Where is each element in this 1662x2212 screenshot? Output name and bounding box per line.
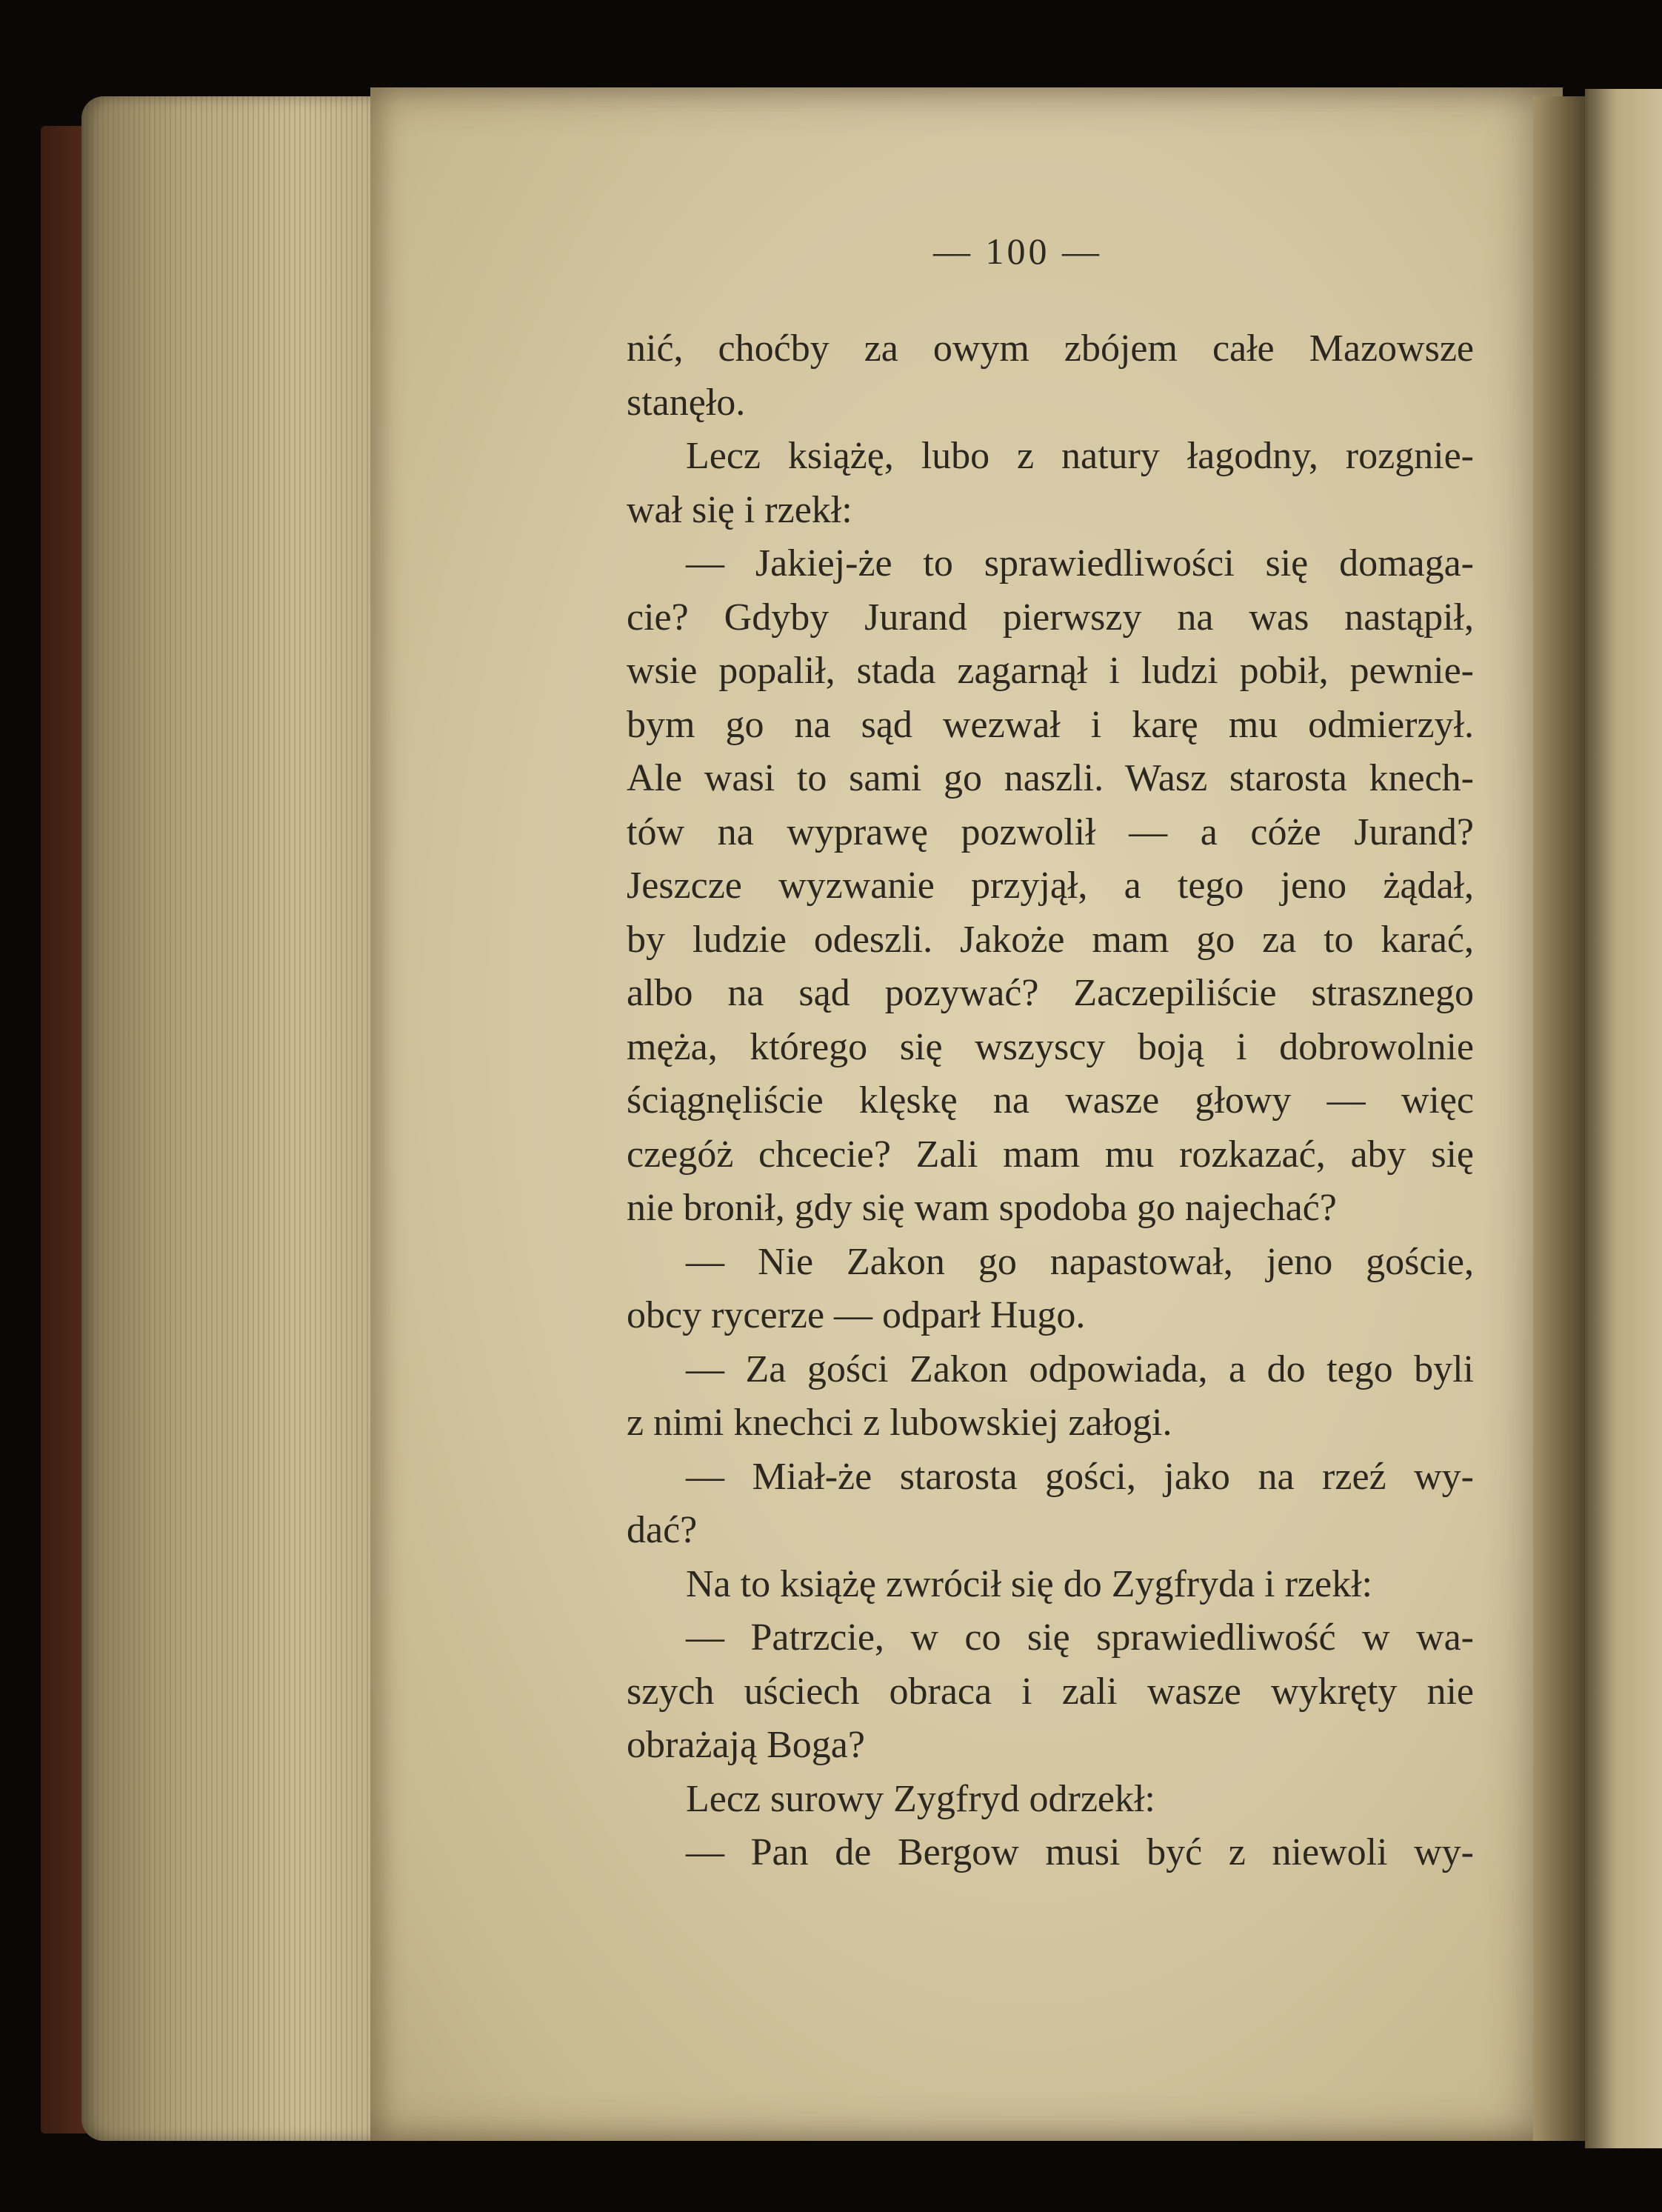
text-line: Na to książę zwrócił się do Zygfryda i rzekł: xyxy=(686,1562,1372,1605)
text-line: szych uściech obraca i zali wasze wykręty nie xyxy=(627,1670,1474,1713)
body-text xyxy=(627,322,1474,1880)
page-edges xyxy=(81,96,393,2141)
text-line: bym go na sąd wezwał i karę mu odmierzył. xyxy=(627,703,1474,746)
text-line: — Pan de Bergow musi być z niewoli wy- xyxy=(686,1831,1474,1873)
text-line: Jeszcze wyzwanie przyjął, a tego jeno żądał, xyxy=(627,865,1474,907)
text-line: Lecz książę, lubo z natury łagodny, rozgnie- xyxy=(686,435,1474,477)
text-line: — Za gości Zakon odpowiada, a do tego byli xyxy=(686,1347,1474,1390)
text-line: z nimi knechci z lubowskiej załogi. xyxy=(627,1402,1172,1444)
page-number-header: — 100 — xyxy=(933,230,1102,272)
text-line: czegóż chcecie? Zali mam mu rozkazać, aby się xyxy=(627,1133,1474,1176)
text-line: — Jakiej-że to sprawiedliwości się domaga- xyxy=(686,542,1474,584)
text-line: — Miał-że starosta gości, jako na rzeź wy- xyxy=(686,1455,1474,1498)
text-line: dać? xyxy=(627,1509,698,1551)
text-line: — Patrzcie, w co się sprawiedliwość w wa- xyxy=(686,1616,1474,1659)
text-line: by ludzie odeszli. Jakoże mam go za to karać, xyxy=(627,918,1474,961)
text-line: stanęło. xyxy=(627,381,746,424)
text-line: Lecz surowy Zygfryd odrzekł: xyxy=(686,1777,1155,1820)
text-line: wsie popalił, stada zagarnął i ludzi pobił, pewnie- xyxy=(627,650,1474,692)
text-line: męża, którego się wszyscy boją i dobrowolnie xyxy=(627,1025,1474,1068)
text-line: nić, choćby za owym zbójem całe Mazowsze xyxy=(627,327,1474,370)
text-line: cie? Gdyby Jurand pierwszy na was nastąpił, xyxy=(627,596,1474,639)
text-line: tów na wyprawę pozwolił — a cóże Jurand? xyxy=(627,810,1474,853)
text-line: wał się i rzekł: xyxy=(627,488,852,531)
text-line: nie bronił, gdy się wam spodoba go najechać? xyxy=(627,1187,1337,1229)
text-line: albo na sąd pozywać? Zaczepiliście strasznego xyxy=(627,972,1474,1014)
text-line: obcy rycerze — odparł Hugo. xyxy=(627,1294,1086,1336)
text-line: ściągnęliście klęskę na wasze głowy — więc xyxy=(627,1079,1474,1122)
facing-page-edge xyxy=(1585,89,1662,2148)
text-line: Ale wasi to sami go naszli. Wasz starosta knech- xyxy=(627,757,1474,799)
text-line: — Nie Zakon go napastował, jeno goście, xyxy=(686,1240,1474,1283)
text-line: obrażają Boga? xyxy=(627,1724,865,1766)
